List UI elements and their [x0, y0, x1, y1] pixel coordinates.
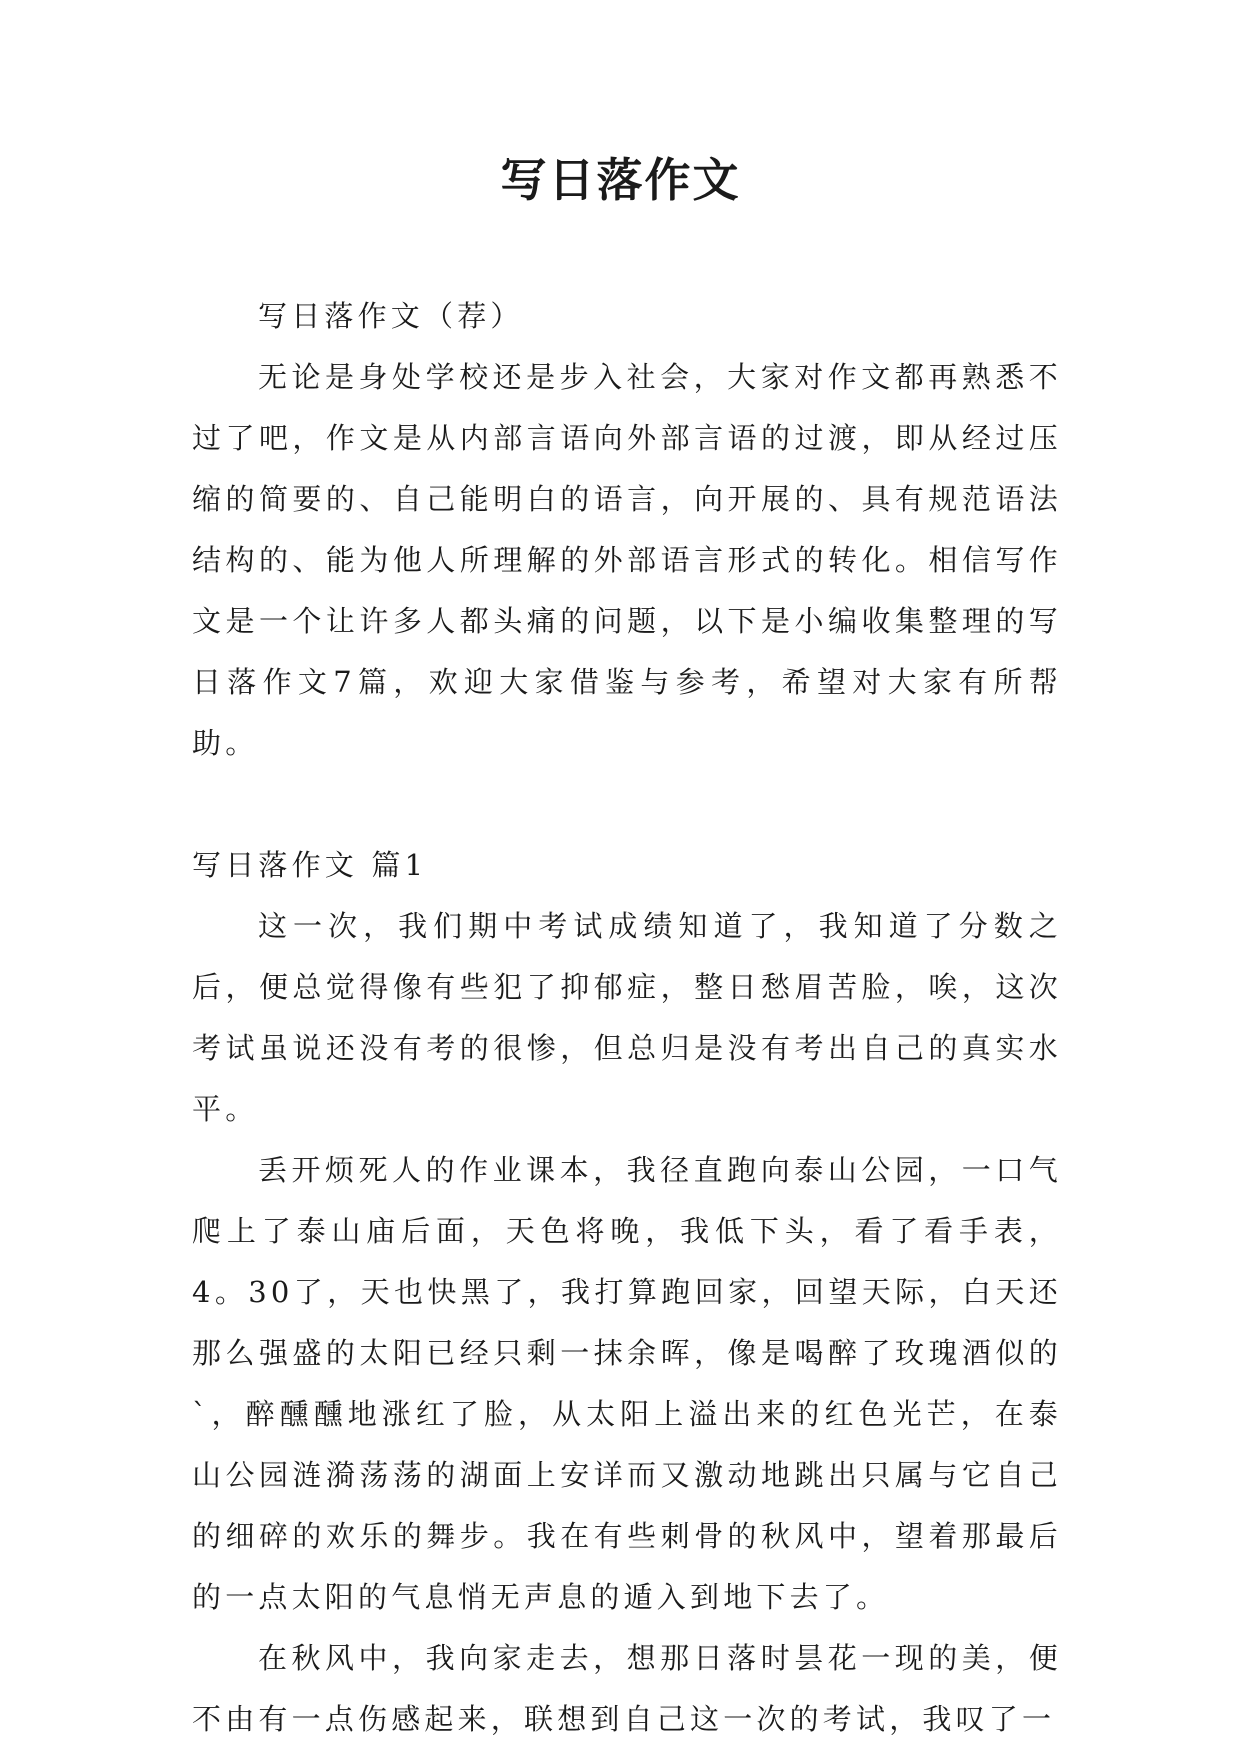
- body-paragraph: 丢开烦死人的作业课本，我径直跑向泰山公园，一口气爬上了泰山庙后面，天色将晚，我低下头，看了看手表，4。30了，天也快黑了，我打算跑回家，回望天际，白天还那么强盛的太阳已经只剩一抹余晖，像是喝醉了玫瑰酒似的`，醉醺醺地涨红了脸，从太阳上溢出来的红色光芒，在泰山公园涟漪荡荡的湖面上安详而又激动地跳出只属与它自己的细碎的欢乐的舞步。我在有些刺骨的秋风中，望着那最后的一点太阳的气息悄无声息的遁入到地下去了。: [192, 1153, 1062, 1614]
- document-body: [192, 286, 1062, 1750]
- body-paragraph: 在秋风中，我向家走去，想那日落时昙花一现的美，便不由有一点伤感起来，联想到自己这一次的考试，我叹了一: [192, 1641, 1062, 1736]
- document-title: 写日落作文: [500, 153, 741, 207]
- body-paragraph: 这一次，我们期中考试成绩知道了，我知道了分数之后，便总觉得像有些犯了抑郁症，整日愁眉苦脸，唉，这次考试虽说还没有考的很惨，但总归是没有考出自己的真实水平。: [192, 909, 1062, 1126]
- intro-paragraph: 无论是身处学校还是步入社会，大家对作文都再熟悉不过了吧，作文是从内部言语向外部言语的过渡，即从经过压缩的简要的、自己能明白的语言，向开展的、具有规范语法结构的、能为他人所理解的外部语言形式的转化。相信写作文是一个让许多人都头痛的问题，以下是小编收集整理的写日落作文7篇，欢迎大家借鉴与参考，希望对大家有所帮助。: [192, 360, 1062, 760]
- section-heading: 写日落作文 篇1: [192, 848, 428, 882]
- document-subtitle: 写日落作文（荐）: [258, 299, 524, 333]
